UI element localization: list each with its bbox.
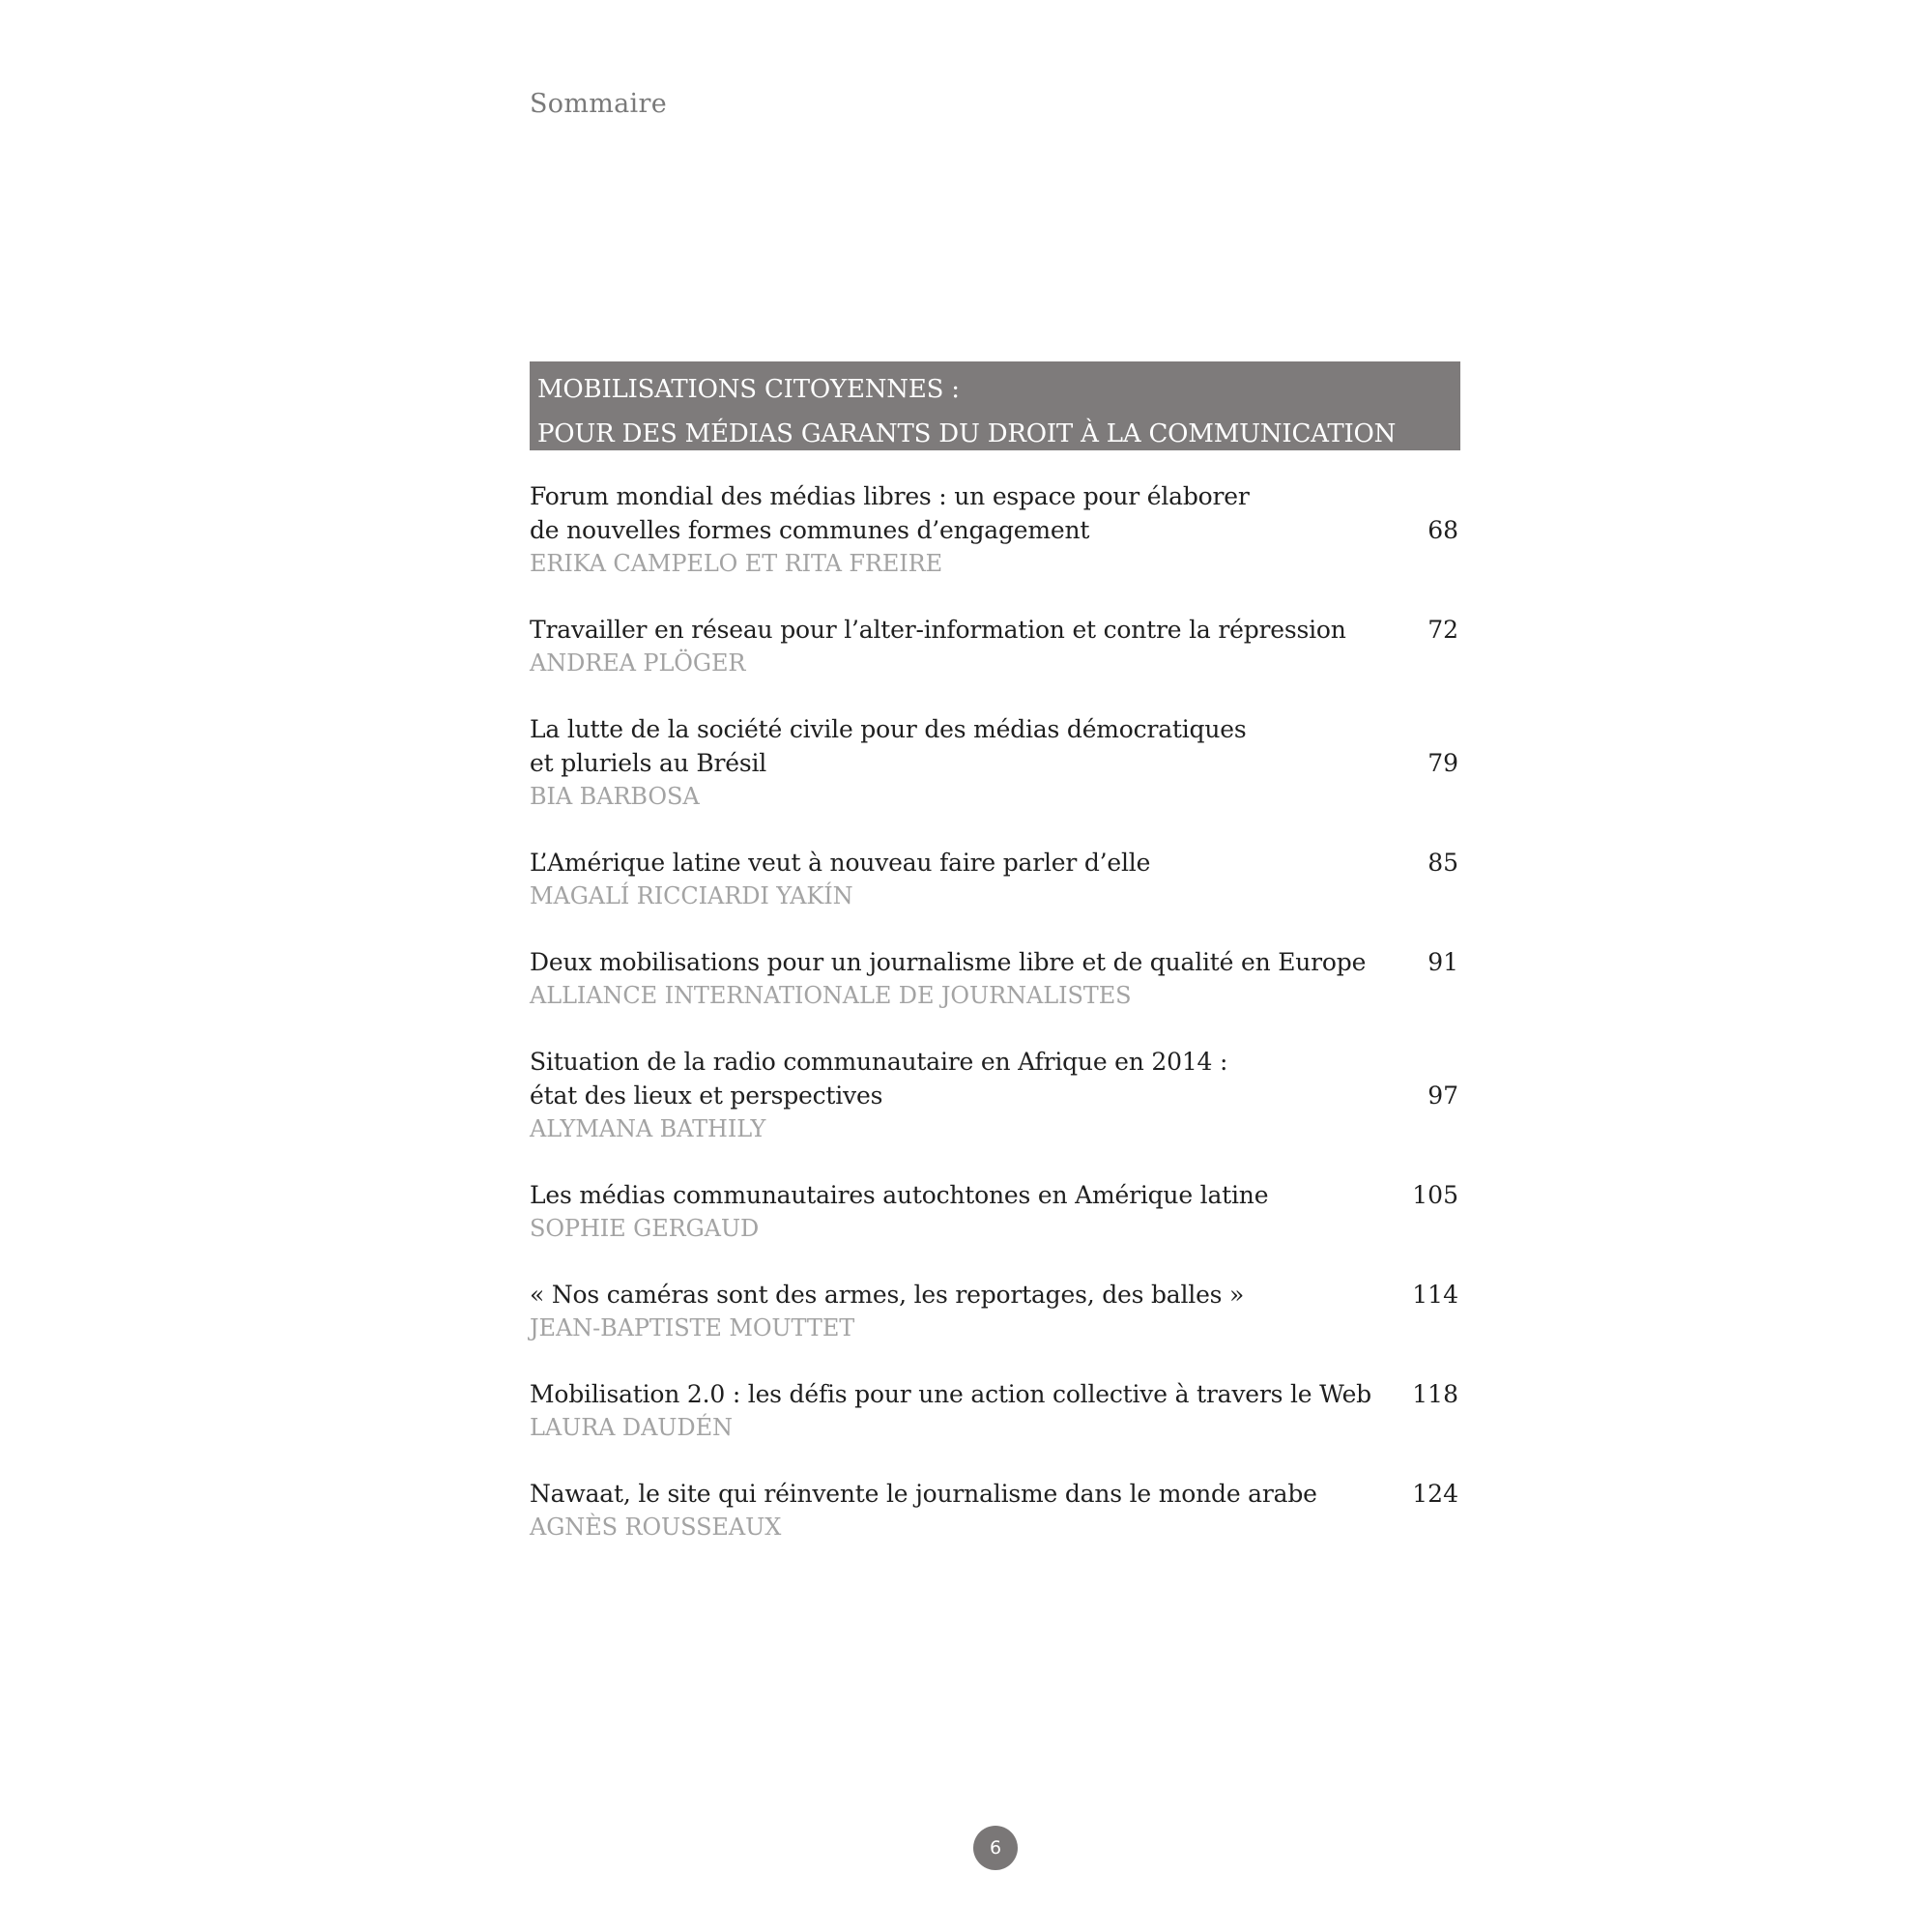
toc-entry[interactable] [530, 1045, 1460, 1146]
entry-page-number: 97 [1427, 1081, 1458, 1110]
page-number-badge: 6 [973, 1826, 1018, 1870]
entry-author: ALLIANCE INTERNATIONALE DE JOURNALISTES [530, 982, 1132, 1009]
entry-page-number: 79 [1427, 749, 1458, 777]
entry-page-number: 114 [1412, 1281, 1458, 1309]
toc-entry[interactable] [530, 945, 1460, 1013]
entry-author: MAGALÍ RICCIARDI YAKÍN [530, 882, 853, 909]
entry-page-number: 105 [1412, 1181, 1458, 1209]
toc-entry[interactable] [530, 1178, 1460, 1246]
toc-entry[interactable] [530, 1278, 1460, 1345]
section-banner [530, 361, 1460, 450]
table-of-contents [530, 479, 1460, 1576]
toc-entry[interactable] [530, 1377, 1460, 1445]
entry-page-number: 91 [1427, 948, 1458, 976]
toc-entry[interactable] [530, 712, 1460, 814]
toc-entry[interactable] [530, 613, 1460, 680]
entry-author: ERIKA CAMPELO ET RITA FREIRE [530, 550, 943, 577]
entry-title: Nawaat, le site qui réinvente le journalisme dans le monde arabe [530, 1480, 1317, 1508]
entry-page-number: 118 [1412, 1380, 1458, 1408]
entry-page-number: 85 [1427, 849, 1458, 877]
entry-title: Mobilisation 2.0 : les défis pour une action collective à travers le Web [530, 1380, 1371, 1408]
entry-page-number: 72 [1427, 616, 1458, 644]
entry-title: Les médias communautaires autochtones en Amérique latine [530, 1181, 1269, 1209]
toc-entry[interactable] [530, 846, 1460, 913]
section-title-line-2: POUR DES MÉDIAS GARANTS DU DROIT À LA COMMUNICATION [537, 419, 1397, 448]
toc-entry[interactable] [530, 1477, 1460, 1544]
entry-author: ALYMANA BATHILY [530, 1115, 766, 1142]
running-head: Sommaire [530, 89, 667, 119]
section-title-line-1: MOBILISATIONS CITOYENNES : [537, 375, 960, 404]
entry-page-number: 68 [1427, 516, 1458, 544]
entry-author: JEAN-BAPTISTE MOUTTET [530, 1314, 855, 1341]
entry-title: La lutte de la société civile pour des médias démocratiques et pluriels au Brésil [530, 715, 1247, 777]
entry-title: « Nos caméras sont des armes, les reportages, des balles » [530, 1281, 1245, 1309]
entry-author: LAURA DAUDÉN [530, 1414, 733, 1441]
entry-title: Deux mobilisations pour un journalisme libre et de qualité en Europe [530, 948, 1367, 976]
entry-page-number: 124 [1412, 1480, 1458, 1508]
entry-title: Situation de la radio communautaire en Afrique en 2014 : état des lieux et perspectives [530, 1048, 1228, 1110]
entry-author: SOPHIE GERGAUD [530, 1215, 760, 1242]
entry-title: Travailler en réseau pour l’alter-information et contre la répression [530, 616, 1346, 644]
entry-title: Forum mondial des médias libres : un espace pour élaborer de nouvelles formes communes d’engagement [530, 482, 1250, 544]
entry-author: ANDREA PLÖGER [530, 649, 746, 677]
entry-title: L’Amérique latine veut à nouveau faire parler d’elle [530, 849, 1151, 877]
entry-author: BIA BARBOSA [530, 783, 700, 810]
toc-entry[interactable] [530, 479, 1460, 581]
entry-author: AGNÈS ROUSSEAUX [530, 1514, 782, 1541]
